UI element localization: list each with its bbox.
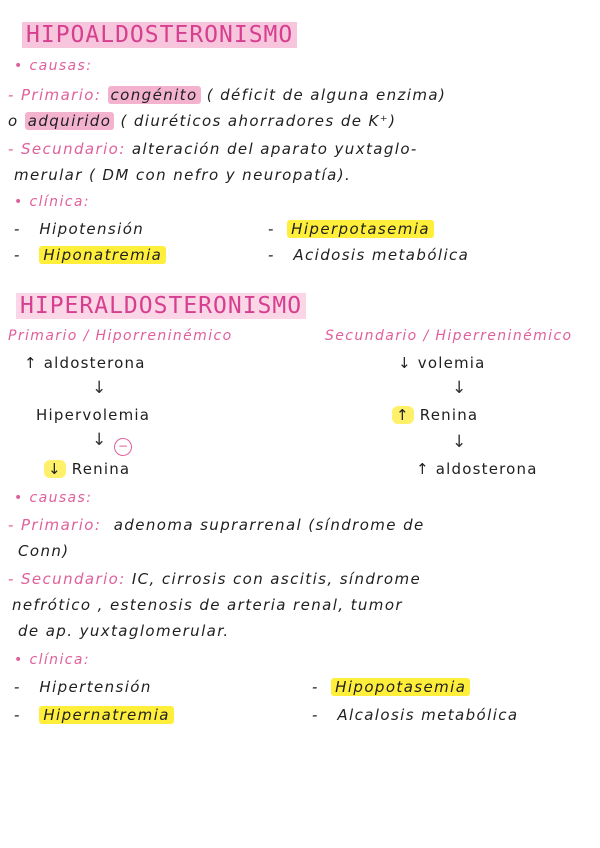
hiper-secundario-label: - Secundario: [8, 570, 126, 588]
hiper-c1-step1 [24, 354, 146, 372]
hiper-title: HIPERALDOSTERONISMO [16, 293, 306, 319]
hiper-clin-4 [312, 706, 519, 724]
hiper-clin-3 [14, 706, 174, 724]
arrow-down-icon: ↓ [92, 378, 107, 398]
hipo-clin3-text: Hiponatremia [39, 246, 166, 264]
hipo-clin4-text: Acidosis metabólica [293, 246, 470, 264]
arrow-up-icon: ↑ [416, 460, 430, 478]
hiper-c2-a: volemia [417, 354, 486, 372]
hiper-col2-title: Secundario / Hiperreninémico [325, 328, 573, 344]
hipo-title: HIPOALDOSTERONISMO [22, 22, 297, 48]
hipo-congenito: congénito [108, 86, 201, 104]
hiper-clin1-text: Hipertensión [39, 678, 152, 696]
hiper-c1-step3 [44, 460, 130, 478]
hiper-clin-2 [312, 678, 470, 696]
hiper-primario-line [8, 516, 425, 534]
hipo-adquirido: adquirido [25, 112, 115, 130]
hiper-clin3-text: Hipernatremia [39, 706, 174, 724]
hiper-c2-b: Renina [419, 406, 479, 424]
arrow-down-icon: ↓ [452, 378, 467, 398]
dash-icon: - [268, 246, 275, 264]
arrow-down-icon: ↓ [92, 430, 107, 450]
hiper-primario-text2: Conn) [18, 542, 70, 560]
minus-circle-icon: − [114, 435, 132, 456]
hipo-clin-4 [268, 246, 469, 264]
dash-icon: - [312, 678, 319, 696]
dash-icon: - [14, 706, 21, 724]
hipo-clin-2 [268, 220, 434, 238]
dash-icon: - [14, 246, 21, 264]
hiper-primario-label: - Primario: [8, 516, 102, 534]
dash-icon: - [14, 678, 21, 696]
hiper-col1-title: Primario / Hiporreninémico [8, 328, 233, 344]
hipo-clin-1 [14, 220, 144, 238]
hiper-c2-step1 [398, 354, 486, 372]
hiper-primario-text1: adenoma suprarrenal (síndrome de [113, 516, 425, 534]
dash-icon: - [312, 706, 319, 724]
hiper-c1-c: Renina [71, 460, 131, 478]
hiper-c1-a: aldosterona [43, 354, 146, 372]
hiper-c2-step2 [392, 406, 478, 424]
hiper-secundario-text2: nefrótico , estenosis de arteria renal, tumor [12, 596, 403, 614]
arrow-down-icon: ↓ [398, 354, 412, 372]
hiper-secundario-line [8, 570, 421, 588]
hiper-secundario-text3: de ap. yuxtaglomerular. [18, 622, 230, 640]
hipo-primario-label: - Primario: [8, 86, 102, 104]
hipo-clin-3 [14, 246, 166, 264]
hipo-secundario-label: - Secundario: [8, 140, 126, 158]
hiper-clin-1 [14, 678, 152, 696]
arrow-down-icon: ↓ [44, 460, 66, 478]
hiper-clin4-text: Alcalosis metabólica [337, 706, 519, 724]
arrow-up-icon: ↑ [392, 406, 414, 424]
hipo-secundario-line [8, 140, 418, 158]
arrow-down-icon: ↓ [452, 432, 467, 452]
hipo-clinica-heading: • clínica: [14, 194, 90, 210]
hipo-clin2-text: Hiperpotasemia [287, 220, 434, 238]
hiper-c1-b: Hipervolemia [36, 406, 151, 424]
hiper-c2-c: aldosterona [435, 460, 538, 478]
hipo-adquirido-line [8, 112, 396, 130]
hipo-causas-heading: • causas: [14, 58, 93, 74]
hipo-clin1-text: Hipotensión [39, 220, 145, 238]
hipo-congenito-rest: ( déficit de alguna enzima) [206, 86, 447, 104]
dash-icon: - [14, 220, 21, 238]
hiper-clin2-text: Hipopotasemia [331, 678, 470, 696]
hiper-secundario-text1: IC, cirrosis con ascitis, síndrome [131, 570, 422, 588]
hipo-secundario-text1: alteración del aparato yuxtaglo- [131, 140, 418, 158]
hipo-adquirido-rest: ( diuréticos ahorradores de K⁺) [120, 112, 397, 130]
hipo-secundario-text2: merular ( DM con nefro y neuropatía). [14, 166, 352, 184]
hiper-causas-heading: • causas: [14, 490, 93, 506]
hiper-clinica-heading: • clínica: [14, 652, 90, 668]
dash-icon: - [268, 220, 275, 238]
hiper-c2-step3 [416, 460, 538, 478]
arrow-up-icon: ↑ [24, 354, 38, 372]
hipo-primario-line [8, 86, 446, 104]
hipo-o: o [8, 112, 19, 130]
